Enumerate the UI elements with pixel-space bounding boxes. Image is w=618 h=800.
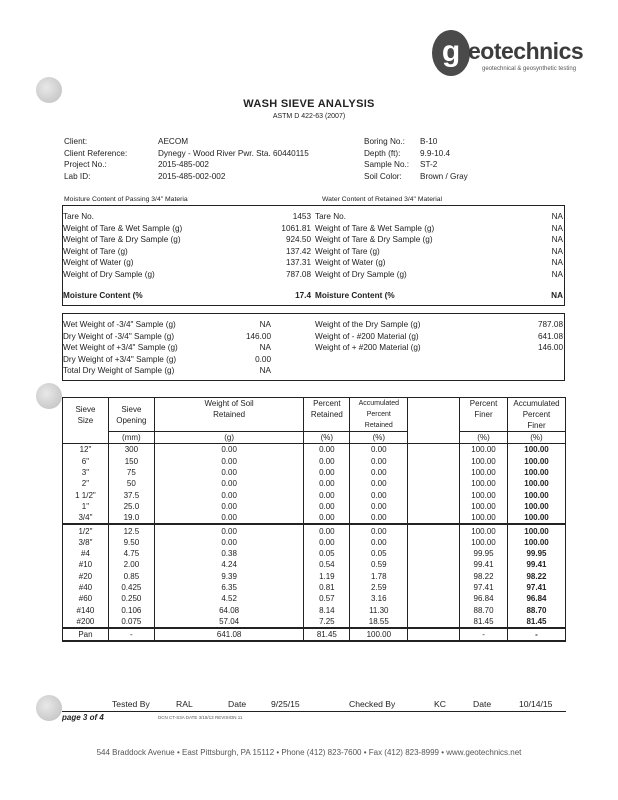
table-cell: 0.57 (304, 593, 350, 604)
table-header-row: Sieve Size Sieve Opening Weight of Soil Retained Percent Retained Accumulated Percent Retained Percent Finer Accumulated Percent Finer (63, 398, 566, 432)
table-cell: 0.00 (154, 501, 304, 512)
weight-row: Weight of + #200 Material (g) 146.00 (315, 343, 563, 352)
table-cell: 0.00 (304, 501, 350, 512)
table-cell: 100.00 (507, 524, 565, 536)
date-tested-value: 9/25/15 (271, 699, 300, 709)
table-row (63, 571, 566, 582)
table-cell: 2.59 (350, 582, 408, 593)
info-value: ST-2 (420, 160, 438, 169)
table-cell: - (108, 628, 154, 641)
document-standard: ASTM D 422-63 (2007) (272, 113, 346, 120)
table-cell: 100.00 (507, 512, 565, 524)
sieve-table (62, 397, 566, 642)
sample-weights-box (62, 313, 565, 381)
table-row (63, 537, 566, 548)
table-row (63, 524, 566, 536)
moisture-content-box (62, 205, 565, 306)
table-cell: 0.00 (154, 524, 304, 536)
table-cell: 8.14 (304, 604, 350, 615)
info-value: 9.9-10.4 (420, 148, 451, 158)
table-cell: 9.39 (154, 571, 304, 582)
table-cell: 4.75 (108, 548, 154, 559)
table-cell: 3" (63, 467, 109, 478)
company-logo (432, 30, 582, 85)
table-cell: 0.00 (350, 489, 408, 500)
weight-row: Dry Weight of -3/4" Sample (g) 146.00 (63, 331, 271, 341)
moisture-row: Weight of Dry Sample (g) 787.08 (63, 269, 311, 279)
table-cell: 0.59 (350, 559, 408, 570)
moisture-row: Tare No. NA (315, 212, 563, 221)
table-cell: 0.075 (108, 616, 154, 628)
table-cell: 100.00 (460, 478, 508, 489)
table-cell: - (507, 628, 565, 641)
table-cell: 75 (108, 467, 154, 478)
table-cell: 100.00 (460, 444, 508, 456)
table-cell: 0.38 (154, 548, 304, 559)
table-cell: 100.00 (507, 467, 565, 478)
moisture-row: Weight of Tare & Wet Sample (g) NA (315, 223, 563, 233)
info-value: 2015-485-002 (158, 160, 209, 169)
table-cell: 99.95 (460, 548, 508, 559)
table-row (63, 467, 566, 478)
table-cell: 0.81 (304, 582, 350, 593)
table-cell: 0.00 (304, 512, 350, 524)
table-cell: 88.70 (460, 604, 508, 615)
table-cell: 100.00 (507, 456, 565, 467)
table-cell: 99.95 (507, 548, 565, 559)
info-left (64, 136, 364, 182)
table-cell: 0.00 (304, 444, 350, 456)
table-cell: 1.78 (350, 571, 408, 582)
table-cell (408, 501, 460, 512)
table-cell: 7.25 (304, 616, 350, 628)
table-cell: 98.22 (507, 571, 565, 582)
table-row (63, 548, 566, 559)
info-label: Lab ID: (64, 171, 91, 181)
table-cell: 0.05 (350, 548, 408, 559)
table-cell: #40 (63, 582, 109, 593)
document-code: DCN CT-S3A DATE 3/18/13 REVISION 11 (158, 715, 243, 720)
table-cell: 0.00 (154, 537, 304, 548)
moisture-row: Weight of Water (g) 137.31 (63, 258, 311, 267)
moisture-result: Moisture Content (% 17.4 (63, 291, 311, 300)
table-cell: 6.35 (154, 582, 304, 593)
info-label: Sample No.: (364, 160, 410, 169)
table-cell (408, 604, 460, 615)
table-cell: 0.00 (304, 524, 350, 536)
table-cell: 0.00 (350, 478, 408, 489)
table-cell: 100.00 (460, 489, 508, 500)
table-cell: 0.00 (304, 478, 350, 489)
table-cell: 0.00 (350, 512, 408, 524)
moisture-row: Tare No. 1453 (63, 212, 311, 221)
info-label: Boring No.: (364, 137, 405, 146)
table-cell: 3/4" (63, 512, 109, 524)
info-value: 2015-485-002-002 (158, 171, 226, 181)
page-number: page 3 of 4 (62, 713, 104, 722)
table-cell: 12" (63, 444, 109, 456)
table-cell: 0.54 (304, 559, 350, 570)
table-cell: 9.50 (108, 537, 154, 548)
table-row (63, 478, 566, 489)
table-cell: 0.00 (350, 456, 408, 467)
document-title: WASH SIEVE ANALYSIS (243, 98, 375, 110)
table-cell: 0.05 (304, 548, 350, 559)
table-cell: 2" (63, 478, 109, 489)
info-value: Brown / Gray (420, 171, 468, 181)
table-cell (408, 456, 460, 467)
moisture-row: Weight of Tare & Dry Sample (g) NA (315, 235, 563, 244)
table-cell: 1 1/2" (63, 489, 109, 500)
table-cell: 37.5 (108, 489, 154, 500)
table-cell: 12.5 (108, 524, 154, 536)
tested-by-value: RAL (176, 699, 193, 709)
logo-tagline: geotechnical & geosynthetic testing (482, 66, 577, 72)
info-right (364, 136, 564, 182)
info-value: Dynegy - Wood River Pwr. Sta. 60440115 (158, 148, 309, 158)
table-cell: #10 (63, 559, 109, 570)
table-cell (408, 537, 460, 548)
table-cell: 98.22 (460, 571, 508, 582)
table-cell: #4 (63, 548, 109, 559)
table-cell: 96.84 (507, 593, 565, 604)
punch-hole (36, 383, 62, 409)
table-cell: 18.55 (350, 616, 408, 628)
table-cell: 0.00 (304, 537, 350, 548)
table-cell: 99.41 (507, 559, 565, 570)
sieve-rows-coarse (63, 444, 566, 525)
table-cell: #200 (63, 616, 109, 628)
info-label: Depth (ft): (364, 148, 401, 158)
table-cell (408, 559, 460, 570)
table-cell: 11.30 (350, 604, 408, 615)
table-cell: - (460, 628, 508, 641)
table-cell (408, 593, 460, 604)
table-row (63, 444, 566, 456)
table-cell: #140 (63, 604, 109, 615)
table-cell: 100.00 (460, 456, 508, 467)
table-cell: 100.00 (460, 524, 508, 536)
weight-row: Wet Weight of +3/4" Sample (g) NA (63, 343, 271, 352)
table-cell: 2.00 (108, 559, 154, 570)
table-cell (408, 489, 460, 500)
table-cell: 50 (108, 478, 154, 489)
table-cell: 100.00 (460, 467, 508, 478)
table-row (63, 489, 566, 500)
date-label: Date (473, 699, 492, 709)
table-cell: 0.00 (350, 467, 408, 478)
table-row (63, 456, 566, 467)
table-cell: 25.0 (108, 501, 154, 512)
date-label: Date (228, 699, 247, 709)
table-cell: 100.00 (507, 489, 565, 500)
moisture-result: Moisture Content (% NA (315, 291, 563, 300)
info-label: Soil Color: (364, 171, 402, 181)
table-row (63, 512, 566, 524)
weight-row: Weight of the Dry Sample (g) 787.08 (315, 320, 563, 329)
table-cell: 57.04 (154, 616, 304, 628)
date-checked-value: 10/14/15 (519, 699, 553, 709)
table-cell: 1.19 (304, 571, 350, 582)
table-row (63, 559, 566, 570)
moisture-row: Weight of Tare (g) NA (315, 246, 563, 256)
tested-by-label: Tested By (112, 699, 150, 709)
info-value: AECOM (158, 137, 189, 146)
table-cell: 97.41 (460, 582, 508, 593)
signoff-line (62, 711, 566, 712)
table-cell: 0.106 (108, 604, 154, 615)
sieve-row-pan (63, 628, 566, 641)
table-cell: 300 (108, 444, 154, 456)
weight-row: Total Dry Weight of Sample (g) NA (63, 366, 271, 375)
table-row (63, 593, 566, 604)
table-row (63, 582, 566, 593)
table-cell: 0.85 (108, 571, 154, 582)
table-cell: 0.00 (154, 512, 304, 524)
weight-row: Weight of - #200 Material (g) 641.08 (315, 331, 563, 341)
table-cell: 3/8" (63, 537, 109, 548)
table-cell: 100.00 (507, 537, 565, 548)
table-cell: 19.0 (108, 512, 154, 524)
logo-mark: g (432, 30, 470, 76)
table-cell: 0.00 (350, 524, 408, 536)
checked-by-value: KC (434, 699, 446, 709)
table-cell (408, 444, 460, 456)
table-cell: #20 (63, 571, 109, 582)
info-value: B-10 (420, 137, 438, 146)
moisture-row: Weight of Tare & Wet Sample (g) 1061.81 (63, 223, 311, 233)
table-cell (408, 467, 460, 478)
table-cell: 0.00 (350, 501, 408, 512)
moisture-row: Weight of Dry Sample (g) NA (315, 269, 563, 279)
info-label: Project No.: (64, 160, 107, 169)
table-cell: 641.08 (154, 628, 304, 641)
table-cell: 0.00 (350, 537, 408, 548)
table-cell (408, 512, 460, 524)
table-cell (408, 571, 460, 582)
table-cell: 0.00 (154, 489, 304, 500)
table-cell: 100.00 (507, 478, 565, 489)
table-row (63, 501, 566, 512)
punch-hole (36, 695, 62, 721)
table-cell: 100.00 (460, 512, 508, 524)
footer-address: 544 Braddock Avenue • East Pittsburgh, PA 15112 • Phone (412) 823-7600 • Fax (412) 823-8999 • www.geotechnics.net (96, 748, 522, 757)
table-cell: 81.45 (304, 628, 350, 641)
table-cell: 6" (63, 456, 109, 467)
table-cell: 0.250 (108, 593, 154, 604)
table-cell: Pan (63, 628, 109, 641)
table-row (63, 616, 566, 628)
table-cell: 81.45 (507, 616, 565, 628)
table-cell: 0.00 (350, 444, 408, 456)
table-cell: 0.00 (304, 489, 350, 500)
table-cell (408, 582, 460, 593)
table-row (63, 604, 566, 615)
table-cell: 0.00 (304, 467, 350, 478)
checked-by-label: Checked By (349, 699, 396, 709)
moisture-row: Weight of Water (g) NA (315, 258, 563, 267)
table-cell: 88.70 (507, 604, 565, 615)
logo-name: eotechnics (468, 38, 584, 64)
table-cell (408, 524, 460, 536)
table-cell: 100.00 (507, 501, 565, 512)
table-cell: #60 (63, 593, 109, 604)
table-cell: 100.00 (460, 537, 508, 548)
weight-row: Wet Weight of -3/4" Sample (g) NA (63, 320, 271, 329)
table-cell: 0.00 (154, 478, 304, 489)
weight-row: Dry Weight of +3/4" Sample (g) 0.00 (63, 354, 271, 364)
table-cell: 0.00 (304, 456, 350, 467)
table-cell: 96.84 (460, 593, 508, 604)
moisture-header-left: Moisture Content of Passing 3/4" Materia (64, 196, 188, 203)
info-label: Client: (64, 137, 88, 146)
table-row (63, 628, 566, 641)
table-cell: 81.45 (460, 616, 508, 628)
info-label: Client Reference: (64, 148, 128, 158)
table-cell: 3.16 (350, 593, 408, 604)
table-cell: 1" (63, 501, 109, 512)
table-cell: 4.52 (154, 593, 304, 604)
table-cell (408, 548, 460, 559)
table-cell: 0.425 (108, 582, 154, 593)
table-units-row: (mm) (g) (%) (%) (%) (%) (63, 432, 566, 444)
sieve-rows-fine (63, 524, 566, 628)
table-cell: 99.41 (460, 559, 508, 570)
table-cell: 4.24 (154, 559, 304, 570)
table-cell: 100.00 (460, 501, 508, 512)
moisture-row: Weight of Tare & Dry Sample (g) 924.50 (63, 235, 311, 244)
table-cell: 64.08 (154, 604, 304, 615)
table-cell: 0.00 (154, 444, 304, 456)
table-cell: 0.00 (154, 467, 304, 478)
table-cell: 0.00 (154, 456, 304, 467)
table-cell: 97.41 (507, 582, 565, 593)
table-cell: 1/2" (63, 524, 109, 536)
table-cell: 100.00 (350, 628, 408, 641)
table-cell (408, 478, 460, 489)
table-cell (408, 616, 460, 628)
moisture-row: Weight of Tare (g) 137.42 (63, 246, 311, 256)
table-cell (408, 628, 460, 641)
table-cell: 100.00 (507, 444, 565, 456)
table-cell: 150 (108, 456, 154, 467)
moisture-header-right: Water Content of Retained 3/4" Material (322, 196, 443, 203)
